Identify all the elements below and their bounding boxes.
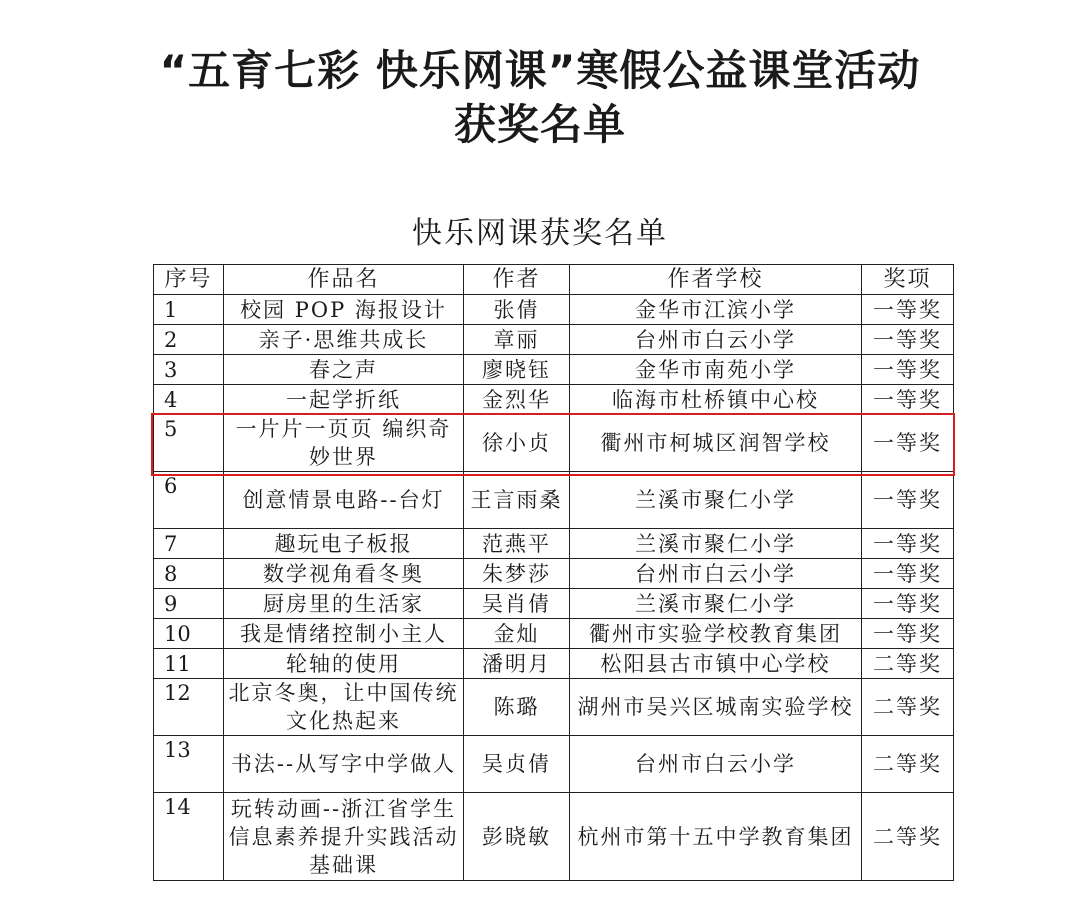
cell-author: 朱梦莎 [464,559,570,589]
cell-no: 9 [154,589,224,619]
cell-work: 书法--从写字中学做人 [224,736,464,793]
cell-no: 1 [154,295,224,325]
table-row [154,355,954,385]
table-row [154,736,954,793]
document-title-line1: “五育七彩 快乐网课”寒假公益课堂活动 [159,46,921,95]
cell-work: 北京冬奥，让中国传统文化热起来 [224,679,464,736]
cell-work: 春之声 [224,355,464,385]
cell-school: 衢州市柯城区润智学校 [570,415,862,472]
cell-award: 一等奖 [862,529,954,559]
cell-author: 彭晓敏 [464,793,570,881]
cell-school: 兰溪市聚仁小学 [570,472,862,529]
cell-school: 金华市南苑小学 [570,355,862,385]
cell-work: 亲子·思维共成长 [224,325,464,355]
cell-work: 玩转动画--浙江省学生信息素养提升实践活动基础课 [224,793,464,881]
table-row [154,793,954,881]
cell-work: 厨房里的生活家 [224,589,464,619]
table-subtitle: 快乐网课获奖名单 [412,216,668,251]
cell-author: 徐小贞 [464,415,570,472]
table-row [154,325,954,355]
cell-award: 二等奖 [862,649,954,679]
cell-author: 章丽 [464,325,570,355]
table-row [154,472,954,529]
cell-no: 2 [154,325,224,355]
cell-award: 一等奖 [862,472,954,529]
cell-author: 金灿 [464,619,570,649]
cell-no: 11 [154,649,224,679]
cell-award: 一等奖 [862,559,954,589]
cell-work: 我是情绪控制小主人 [224,619,464,649]
cell-author: 潘明月 [464,649,570,679]
cell-work: 趣玩电子板报 [224,529,464,559]
cell-award: 一等奖 [862,385,954,415]
cell-award: 二等奖 [862,793,954,881]
cell-author: 张倩 [464,295,570,325]
table-row [154,649,954,679]
cell-award: 一等奖 [862,589,954,619]
cell-award: 一等奖 [862,295,954,325]
cell-author: 陈璐 [464,679,570,736]
cell-school: 衢州市实验学校教育集团 [570,619,862,649]
cell-no: 12 [154,679,224,736]
cell-no: 5 [154,415,224,472]
cell-author: 范燕平 [464,529,570,559]
cell-author: 吴肖倩 [464,589,570,619]
table-row [154,529,954,559]
table-row [154,559,954,589]
cell-no: 6 [154,472,224,529]
table-header-row [154,265,954,295]
cell-work: 创意情景电路--台灯 [224,472,464,529]
cell-author: 廖晓钰 [464,355,570,385]
cell-award: 一等奖 [862,355,954,385]
cell-author: 吴贞倩 [464,736,570,793]
cell-school: 兰溪市聚仁小学 [570,529,862,559]
cell-school: 湖州市吴兴区城南实验学校 [570,679,862,736]
header-award: 奖项 [862,265,954,295]
header-no: 序号 [154,265,224,295]
cell-no: 3 [154,355,224,385]
cell-school: 台州市白云小学 [570,736,862,793]
cell-no: 7 [154,529,224,559]
table-row [154,295,954,325]
cell-school: 杭州市第十五中学教育集团 [570,793,862,881]
cell-author: 王言雨桑 [464,472,570,529]
cell-school: 兰溪市聚仁小学 [570,589,862,619]
cell-work: 校园 POP 海报设计 [224,295,464,325]
cell-work: 一起学折纸 [224,385,464,415]
cell-award: 二等奖 [862,736,954,793]
cell-no: 13 [154,736,224,793]
table-row [154,589,954,619]
cell-work: 一片片一页页 编织奇妙世界 [224,415,464,472]
cell-no: 4 [154,385,224,415]
cell-award: 一等奖 [862,619,954,649]
cell-school: 台州市白云小学 [570,559,862,589]
cell-school: 临海市杜桥镇中心校 [570,385,862,415]
cell-school: 金华市江滨小学 [570,295,862,325]
cell-no: 10 [154,619,224,649]
table-row [154,619,954,649]
cell-award: 一等奖 [862,415,954,472]
cell-no: 8 [154,559,224,589]
cell-award: 二等奖 [862,679,954,736]
award-table [153,264,954,881]
table-row-highlighted [154,415,954,472]
cell-award: 一等奖 [862,325,954,355]
header-school: 作者学校 [570,265,862,295]
cell-work: 数学视角看冬奥 [224,559,464,589]
header-work: 作品名 [224,265,464,295]
cell-school: 松阳县古市镇中心学校 [570,649,862,679]
table-row [154,385,954,415]
cell-school: 台州市白云小学 [570,325,862,355]
cell-author: 金烈华 [464,385,570,415]
document-title-line2: 获奖名单 [453,100,626,149]
table-row [154,679,954,736]
header-author: 作者 [464,265,570,295]
cell-no: 14 [154,793,224,881]
cell-work: 轮轴的使用 [224,649,464,679]
